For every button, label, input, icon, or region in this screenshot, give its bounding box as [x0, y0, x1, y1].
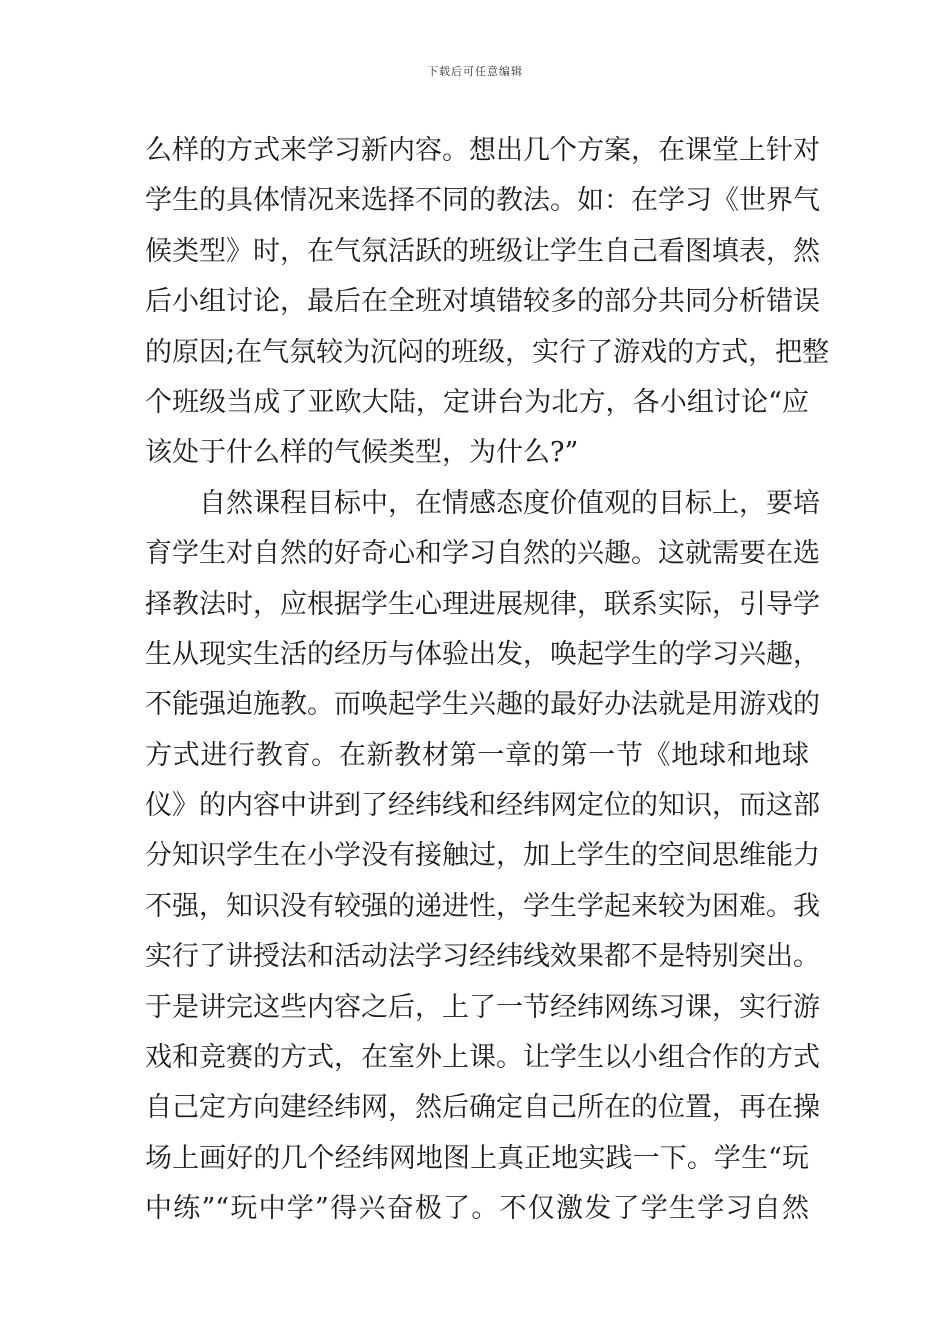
text-line: 于是讲完这些内容之后，上了一节经纬网练习课，实行游 — [145, 991, 820, 1023]
text-line: 场上画好的几个经纬网地图上真正地实践一下。学生“玩 — [145, 1142, 809, 1174]
body-text — [145, 126, 830, 1235]
text-line: 方式进行教育。在新教材第一章的第一节《地球和地球 — [145, 739, 809, 771]
text-line: 不能强迫施教。而唤起学生兴趣的最好办法就是用游戏的 — [145, 689, 820, 721]
text-line: 育学生对自然的好奇心和学习自然的兴趣。这就需要在选 — [145, 538, 820, 570]
text-line: 生从现实生活的经历与体验出发，唤起学生的学习兴趣， — [145, 638, 820, 670]
text-line: 后小组讨论，最后在全班对填错较多的部分共同分析错误 — [145, 286, 820, 318]
text-line: 不强，知识没有较强的递进性，学生学起来较为困难。我 — [145, 890, 820, 922]
text-line: 候类型》时，在气氛活跃的班级让学生自己看图填表，然 — [145, 235, 820, 267]
text-line: 学生的具体情况来选择不同的教法。如：在学习《世界气 — [145, 185, 820, 217]
text-line: 么样的方式来学习新内容。想出几个方案，在课堂上针对 — [145, 135, 820, 166]
text-line: 该处于什么样的气候类型，为什么?” — [145, 437, 579, 469]
page-header: 下载后可任意编辑 — [427, 65, 523, 78]
text-line: 个班级当成了亚欧大陆，定讲台为北方，各小组讨论“应 — [145, 386, 809, 418]
text-line: 中练”“玩中学”得兴奋极了。不仅激发了学生学习自然 — [145, 1193, 809, 1225]
text-line: 实行了讲授法和活动法学习经纬线效果都不是特别突出。 — [145, 941, 820, 973]
text-line: 择教法时，应根据学生心理进展规律，联系实际，引导学 — [145, 588, 820, 620]
text-line: 分知识学生在小学没有接触过，加上学生的空间思维能力 — [145, 840, 820, 872]
text-line: 仪》的内容中讲到了经纬线和经纬网定位的知识，而这部 — [145, 790, 820, 822]
text-line: 的原因;在气氛较为沉闷的班级，实行了游戏的方式，把整 — [145, 336, 830, 368]
paragraph-2 — [145, 479, 820, 1235]
text-line: 自然课程目标中，在情感态度价值观的目标上，要培 — [199, 487, 820, 519]
text-line: 自己定方向建经纬网，然后确定自己所在的位置，再在操 — [145, 1092, 820, 1124]
paragraph-1 — [145, 126, 830, 479]
text-line: 戏和竞赛的方式，在室外上课。让学生以小组合作的方式 — [145, 1042, 820, 1074]
